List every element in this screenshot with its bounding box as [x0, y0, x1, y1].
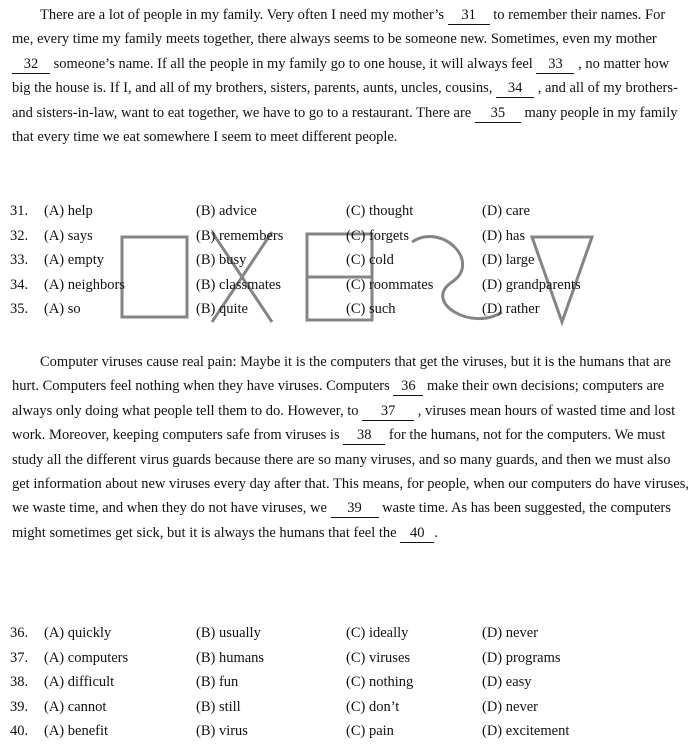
option-d: (D) has [482, 227, 526, 244]
option-a: (A) says [44, 227, 93, 244]
option-c: (C) forgets [346, 227, 409, 244]
option-d: (D) large [482, 252, 535, 269]
option-d: (D) never [482, 625, 538, 641]
passage-1-text: , and all of my brothers- and sisters-in-law, want to eat together, we have to go to a restaurant. There are [12, 80, 678, 121]
passage-2 [12, 350, 690, 545]
option-a: (A) cannot [44, 698, 107, 715]
question-row [10, 699, 680, 724]
option-d: (D) excitement [482, 723, 570, 740]
blank-39: 39 [331, 499, 379, 518]
question-row [10, 277, 680, 302]
option-b: (B) fun [196, 674, 239, 691]
question-number: 31. [10, 203, 29, 219]
blank-36: 36 [393, 377, 423, 396]
options-31-35 [10, 203, 680, 326]
option-d: (D) programs [482, 649, 561, 666]
passage-2-text: make their own decisions; computers are always only doing what people tell them to do. However, to [12, 378, 665, 419]
option-b: (B) humans [196, 649, 265, 666]
question-number: 39. [10, 698, 29, 715]
blank-32: 32 [12, 55, 50, 74]
passage-1-text: to remember their names. For me, every time my family meets together, there always seems to be someone new. Sometimes, even my mother [12, 7, 666, 48]
option-b: (B) advice [196, 203, 257, 219]
question-row [10, 625, 680, 650]
option-a: (A) neighbors [44, 276, 125, 293]
blank-40: 40 [400, 524, 434, 543]
passage-1-text: someone’s name. If all the people in my family go to one house, it will always feel [53, 55, 533, 72]
passage-1-text: many people in my family that every time we eat somewhere I seem to meet different people. [12, 104, 678, 146]
option-a: (A) help [44, 203, 93, 219]
option-b: (B) quite [196, 301, 248, 318]
passage-2-text: , viruses mean hours of wasted time and lost work. Moreover, keeping computers safe from viruses is [12, 402, 676, 444]
option-b: (B) classmates [196, 276, 281, 293]
option-d: (D) rather [482, 301, 540, 318]
passage-1 [12, 3, 690, 149]
blank-38: 38 [343, 426, 385, 445]
blank-37: 37 [362, 402, 414, 421]
options-36-40 [10, 625, 680, 748]
option-a: (A) computers [44, 649, 129, 666]
option-c: (C) don’t [346, 698, 400, 715]
option-a: (A) so [44, 301, 81, 318]
question-number: 32. [10, 227, 29, 244]
option-d: (D) care [482, 203, 530, 219]
option-b: (B) usually [196, 625, 261, 641]
option-a: (A) quickly [44, 625, 112, 641]
blank-35: 35 [475, 104, 521, 123]
question-number: 34. [10, 276, 29, 293]
passage-2-text: for the humans, not for the computers. We must study all the different virus guards because there are so many viruses, and so many guards, and then we must also get information about new viruses every day after that. This means, for people, when our computers do have viruses, we waste time, and when they do not have viruses, we [12, 427, 690, 517]
question-number: 37. [10, 649, 29, 666]
option-a: (A) empty [44, 252, 104, 269]
question-row [10, 723, 680, 748]
option-c: (C) ideally [346, 625, 409, 641]
passage-1-text: , no matter how big the house is. If I, and all of my brothers, sisters, parents, aunts, uncles, cousins, [12, 55, 670, 97]
option-c: (C) viruses [346, 649, 411, 666]
option-d: (D) never [482, 698, 538, 715]
question-row [10, 650, 680, 675]
option-a: (A) benefit [44, 723, 109, 740]
option-c: (C) cold [346, 252, 394, 269]
option-c: (C) pain [346, 723, 394, 740]
question-row [10, 203, 680, 228]
question-number: 36. [10, 625, 29, 641]
option-b: (B) busy [196, 252, 247, 269]
option-a: (A) difficult [44, 674, 115, 691]
question-row [10, 301, 680, 326]
option-b: (B) still [196, 698, 241, 715]
option-c: (C) thought [346, 203, 414, 219]
question-number: 38. [10, 674, 29, 691]
question-row [10, 674, 680, 699]
option-c: (C) such [346, 301, 396, 318]
question-number: 33. [10, 252, 29, 269]
option-d: (D) grandparents [482, 276, 581, 293]
option-d: (D) easy [482, 674, 532, 691]
question-row [10, 228, 680, 253]
passage-1-text: There are a lot of people in my family. Very often I need my mother’s [40, 7, 444, 23]
blank-31: 31 [448, 6, 490, 25]
passage-2-text: waste time. As has been suggested, the computers might sometimes get sick, but it is always the humans that feel the [12, 500, 671, 541]
blank-34: 34 [496, 79, 534, 98]
blank-33: 33 [536, 55, 574, 74]
passage-2-text: . [434, 524, 438, 541]
option-b: (B) remembers [196, 227, 284, 244]
option-c: (C) roommates [346, 276, 434, 293]
question-row [10, 252, 680, 277]
question-number: 40. [10, 723, 29, 740]
question-number: 35. [10, 301, 29, 318]
option-b: (B) virus [196, 723, 248, 740]
option-c: (C) nothing [346, 674, 414, 691]
passage-2-text: Computer viruses cause real pain: Maybe it is the computers that get the viruses, but it is the humans that are hurt. Computers feel nothing when they have viruses. Computers [12, 354, 671, 395]
